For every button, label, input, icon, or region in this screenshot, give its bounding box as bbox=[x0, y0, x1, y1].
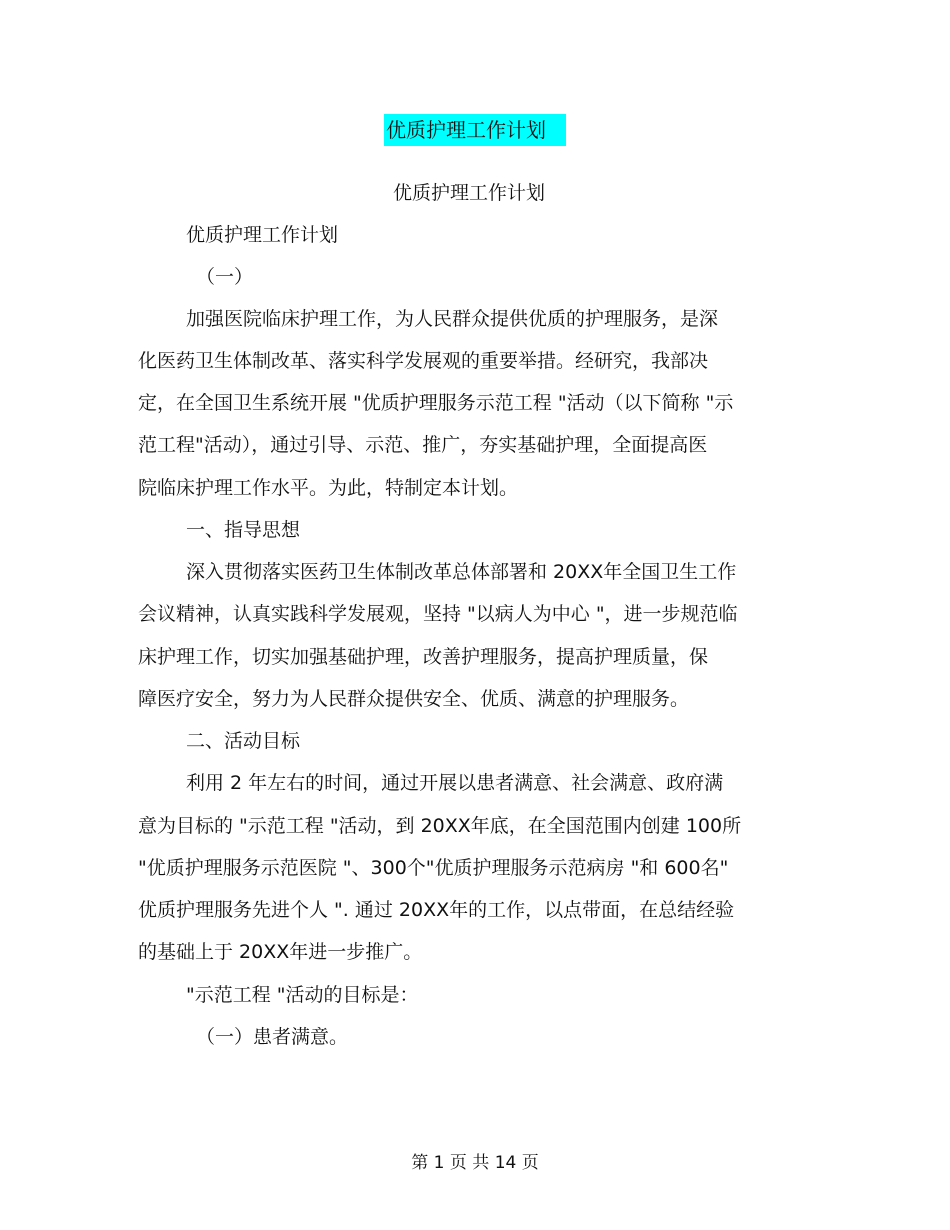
paragraph-line: 定，在全国卫生系统开展 "优质护理服务示范工程 "活动（以下简称 "示 bbox=[138, 392, 734, 414]
paragraph-line: 深入贯彻落实医药卫生体制改革总体部署和 20XX年全国卫生工作 bbox=[186, 561, 737, 583]
paragraph-line: 障医疗安全，努力为人民群众提供安全、优质、满意的护理服务。 bbox=[138, 688, 690, 710]
paragraph-line: 优质护理服务先进个人 ". 通过 20XX年的工作，以点带面，在总结经验 bbox=[138, 899, 735, 921]
paragraph-line: "优质护理服务示范医院 "、300个"优质护理服务示范病房 "和 600名" bbox=[138, 857, 729, 879]
paragraph-line: 范工程"活动），通过引导、示范、推广，夯实基础护理，全面提高医 bbox=[138, 434, 708, 456]
paragraph-line: （一）患者满意。 bbox=[196, 1026, 349, 1048]
paragraph-line: "示范工程 "活动的目标是： bbox=[186, 984, 419, 1006]
title-container bbox=[0, 114, 950, 146]
paragraph-line: 加强医院临床护理工作，为人民群众提供优质的护理服务，是深 bbox=[186, 308, 719, 330]
document-title: 优质护理工作计划 bbox=[384, 114, 566, 146]
paragraph-line: 利用 2 年左右的时间，通过开展以患者满意、社会满意、政府满 bbox=[186, 772, 724, 794]
section-heading: 一、指导思想 bbox=[186, 519, 301, 541]
paragraph-line: （一） bbox=[196, 266, 254, 288]
section-heading: 二、活动目标 bbox=[186, 730, 301, 752]
paragraph-line: 的基础上于 20XX年进一步推广。 bbox=[138, 941, 423, 963]
paragraph-line: 优质护理工作计划 bbox=[186, 224, 339, 246]
paragraph-line: 意为目标的 "示范工程 "活动，到 20XX年底，在全国范围内创建 100所 bbox=[138, 815, 742, 837]
paragraph-line: 化医药卫生体制改革、落实科学发展观的重要举措。经研究，我部决 bbox=[138, 350, 709, 372]
paragraph-line: 会议精神，认真实践科学发展观，坚持 "以病人为中心 "，进一步规范临 bbox=[138, 603, 738, 625]
document-subtitle: 优质护理工作计划 bbox=[392, 182, 545, 204]
page-number-footer: 第 1 页 共 14 页 bbox=[411, 1153, 539, 1173]
paragraph-line: 院临床护理工作水平。为此，特制定本计划。 bbox=[138, 477, 519, 499]
paragraph-line: 床护理工作，切实加强基础护理，改善护理服务，提高护理质量，保 bbox=[138, 646, 709, 668]
